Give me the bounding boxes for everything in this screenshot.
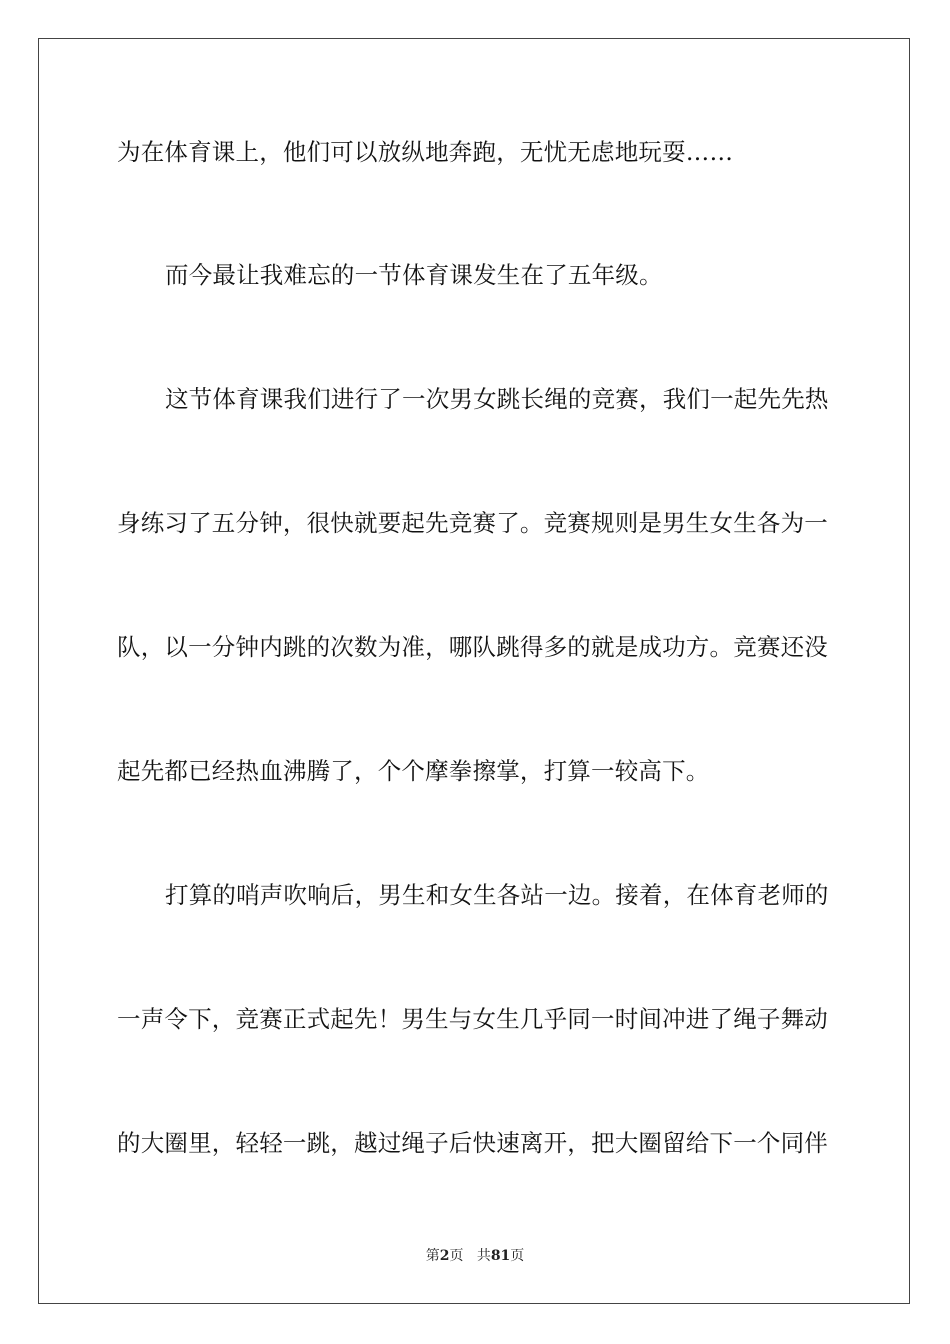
page-number: 2 [439,1248,450,1264]
total-prefix: 共 [476,1248,491,1264]
text-line-4: 身练习了五分钟，很快就要起先竞赛了。竞赛规则是男生女生各为一 [117,509,828,537]
paragraph-line-2: 而今最让我难忘的一节体育课发生在了五年级。 [165,261,663,289]
text-line-9: 的大圈里，轻轻一跳，越过绳子后快速离开，把大圈留给下一个同伴 [117,1129,828,1157]
total-suffix: 页 [510,1248,525,1264]
paragraph-line-3: 这节体育课我们进行了一次男女跳长绳的竞赛，我们一起先先热 [165,385,829,413]
text-line-8: 一声令下，竞赛正式起先！男生与女生几乎同一时间冲进了绳子舞动 [117,1005,828,1033]
page-suffix: 页 [449,1248,464,1264]
paragraph-line-7: 打算的哨声吹响后，男生和女生各站一边。接着，在体育老师的 [165,881,829,909]
text-line-5: 队，以一分钟内跳的次数为准，哪队跳得多的就是成功方。竞赛还没 [117,633,828,661]
page-prefix: 第 [425,1248,440,1264]
text-line-6: 起先都已经热血沸腾了，个个摩拳擦掌，打算一较高下。 [117,757,710,785]
page-border [38,38,910,1304]
text-line-1: 为在体育课上，他们可以放纵地奔跑，无忧无虑地玩耍…… [117,138,734,166]
total-pages: 81 [490,1248,511,1264]
page-footer [0,1247,950,1265]
